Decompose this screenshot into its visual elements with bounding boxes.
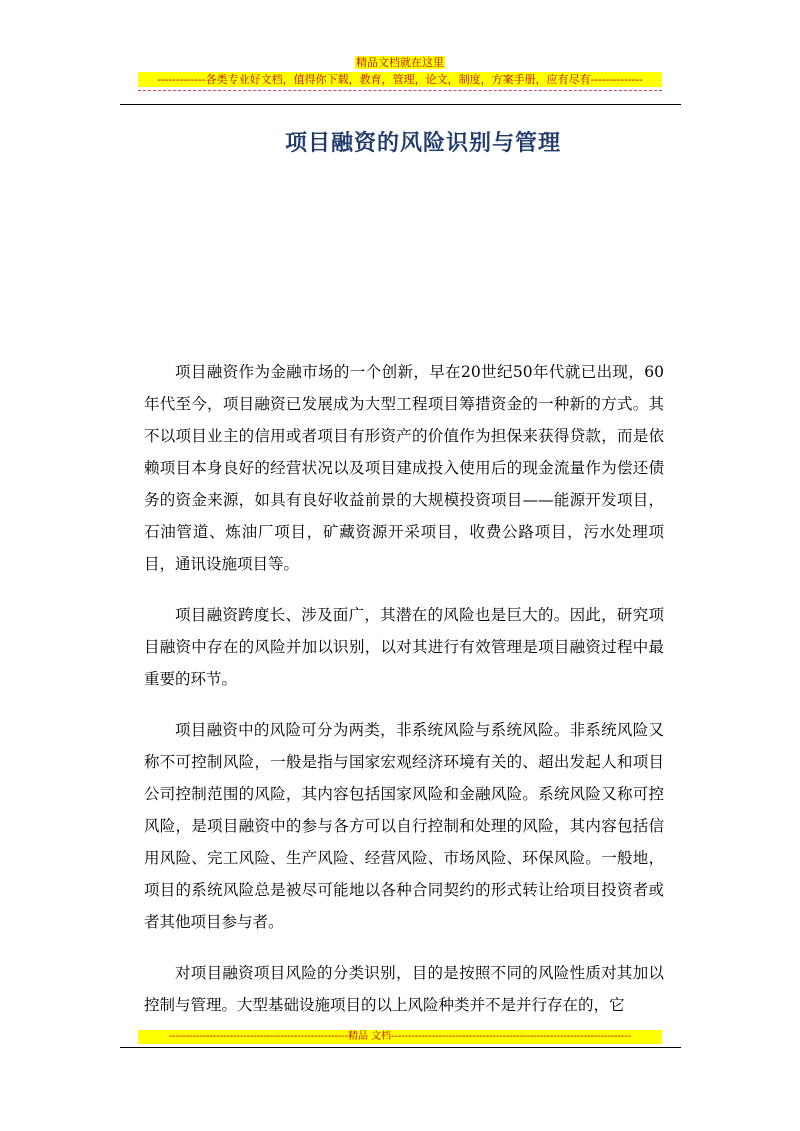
document-title: 项目融资的风险识别与管理 [284,131,561,156]
paragraph-3: 项目融资中的风险可分为两类，非系统风险与系统风险。非系统风险又称不可控制风险，一般是指与国家宏观经济环境有关的、超出发起人和项目公司控制范围的风险，其内容包括国家风险和金融风险。系统风险又称可控风险，是项目融资中的参与各方可以自行控制和处理的风险，其内容包括信用风险、完工风险、生产风险、经营风险、市场风险、环保风险。一般地，项目的系统风险总是被尽可能地以各种合同契约的形式转让给项目投资者或者其他项目参与者。 [144,721,664,931]
paragraph-1: 项目融资作为金融市场的一个创新，早在20世纪50年代就已出现，60年代至今，项目融资已发展成为大型工程项目筹措资金的一种新的方式。其不以项目业主的信用或者项目有形资产的价值作为担保来获得贷款，而是依赖项目本身良好的经营状况以及项目建成投入使用后的现金流量作为偿还债务的资金来源，如具有良好收益前景的大规模投资项目——能源开发项目，石油管道、炼油厂项目，矿藏资源开采项目，收费公路项目，污水处理项目，通讯设施项目等。 [144,363,664,573]
header-rule [120,104,681,105]
document-body [144,356,664,1040]
paragraph-4: 对项目融资项目风险的分类识别，目的是按照不同的风险性质对其加以控制与管理。大型基础设施项目的以上风险种类并不是并行存在的，它 [144,964,664,1014]
header-top-text: 精品文档就在这里 [356,56,444,69]
header-dashed-divider [138,90,662,91]
header-top-label [0,56,800,69]
header-banner: -------------各类专业好文档，值得你下载，教育，管理，论文，制度，方案手册，应有尽有-------------- [138,72,662,87]
footer-rule [120,1047,681,1048]
paragraph-2: 项目融资跨度长、涉及面广，其潜在的风险也是巨大的。因此，研究项目融资中存在的风险并加以识别，以对其进行有效管理是项目融资过程中最重要的环节。 [144,606,664,688]
footer-banner: -----------------------------------------------------精品 文档----------------------------------------------------------------------- [138,1030,662,1044]
